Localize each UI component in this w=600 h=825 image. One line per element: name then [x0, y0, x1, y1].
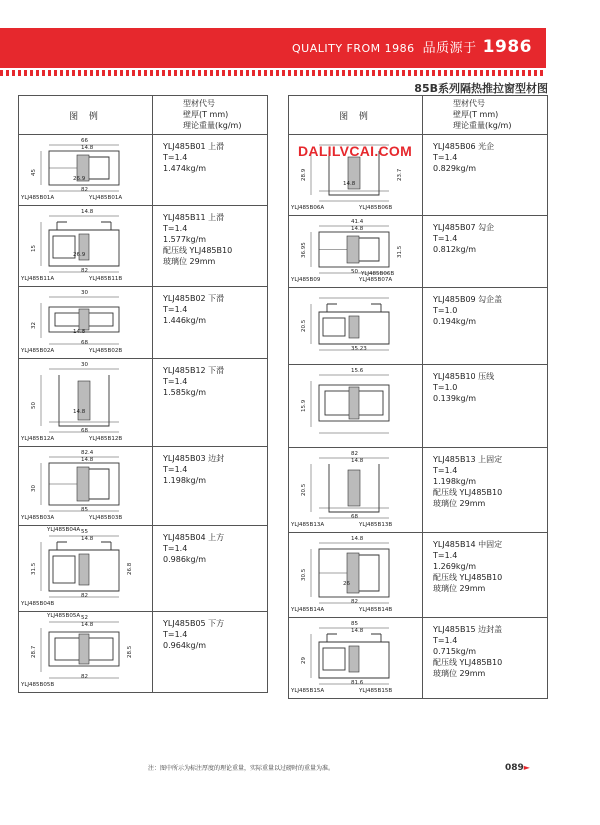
profile-spec: T=1.4 [163, 465, 188, 474]
dimension-label-bot: 82 [81, 187, 88, 193]
dimension-label-top: 41.4 [351, 219, 364, 225]
dimension-label-l1: YLJ485B02A [21, 348, 55, 354]
dimension-label-l1: YLJ485B01A [21, 195, 55, 201]
profile-code: YLJ485B10 压线 [433, 372, 495, 381]
dimension-label-top: 82 [351, 451, 358, 457]
col-figure-header: 图 例 [289, 96, 423, 135]
profile-spec: 配压线 YLJ485B10 [433, 488, 503, 497]
profile-figure-cell [289, 448, 423, 533]
dimension-label-bot: 82 [81, 593, 88, 599]
profile-spec: 0.715kg/m [433, 647, 477, 656]
profile-code: YLJ485B05 下方 [163, 619, 225, 628]
dimension-label-top2: 14.8 [351, 226, 364, 232]
dimension-label-topl: YLJ485B05A [47, 613, 81, 619]
profile-spec: 1.474kg/m [163, 164, 207, 173]
profile-spec: T=1.4 [163, 224, 188, 233]
dimension-label-top: 66 [81, 138, 88, 144]
col-info-header [153, 96, 268, 135]
dimension-label-top2: 14.8 [81, 536, 94, 542]
profile-row [289, 618, 548, 699]
dimension-label-topl: YLJ485B04A [47, 527, 81, 533]
dimension-label-bot: 68 [81, 428, 88, 434]
profile-row [289, 365, 548, 448]
profile-code: YLJ485B11 上滑 [163, 213, 225, 222]
profile-spec: 1.446kg/m [163, 316, 207, 325]
dimension-label-top: 14.8 [81, 209, 94, 215]
profile-spec: T=1.4 [163, 377, 188, 386]
profile-spec: 玻璃位 29mm [433, 669, 486, 678]
profile-info-cell [153, 612, 268, 693]
dimension-label-top2: 14.8 [81, 145, 94, 151]
page-number-value: 089 [505, 763, 524, 773]
profile-figure-cell [289, 533, 423, 618]
profile-spec: 0.829kg/m [433, 164, 477, 173]
banner-text [292, 37, 532, 57]
dimension-label-side: 36.95 [301, 241, 307, 258]
header-code: 型材代号 [183, 99, 215, 108]
dimension-label-top: 55 [81, 529, 88, 535]
dimension-label-mid: 26 [343, 581, 350, 587]
page-number [505, 763, 530, 773]
dimension-label-mid: 14.8 [73, 328, 86, 335]
dimension-label-top2: 14.8 [351, 628, 364, 634]
dimension-label-l1: YLJ485B14A [291, 607, 325, 613]
dimension-label-mid: 14.8 [343, 181, 356, 187]
document-title: 85B系列隔热推拉窗型材图 [414, 82, 548, 95]
header-thickness: 壁厚(T mm) [453, 110, 499, 119]
profile-code: YLJ485B12 下滑 [163, 366, 225, 375]
dimension-label-side: 28.7 [31, 645, 37, 658]
profile-spec: 玻璃位 29mm [433, 584, 486, 593]
profile-row [289, 288, 548, 365]
header-weight: 理论重量(kg/m) [453, 121, 512, 130]
profile-row [289, 533, 548, 618]
dimension-label-side: 20.5 [301, 319, 307, 332]
dimension-label-l2: YLJ485B07A [359, 277, 393, 283]
banner-year: 1986 [482, 37, 532, 57]
profile-code: YLJ485B15 边封盖 [433, 625, 503, 634]
dimension-label-side: 31.5 [31, 562, 37, 575]
profile-code: YLJ485B14 中固定 [433, 540, 503, 549]
dimension-label-l1: YLJ485B05B [21, 682, 55, 688]
profile-figure-cell [19, 135, 153, 206]
dimension-label-side: 45 [31, 169, 37, 176]
dimension-label-l1: YLJ485B04B [21, 601, 55, 607]
profile-info-cell [153, 526, 268, 612]
profile-spec: 0.139kg/m [433, 394, 477, 403]
dimension-label-mid: 14.8 [73, 408, 86, 415]
profile-spec: T=1.4 [433, 551, 458, 560]
dimension-label-side: 15.9 [301, 399, 307, 412]
dimension-label-l2: YLJ485B02B [89, 348, 123, 354]
profile-row [19, 287, 268, 359]
profile-figure-cell [19, 612, 153, 693]
dimension-label-side2: 23.7 [397, 168, 403, 181]
profile-row [289, 448, 548, 533]
dimension-label-l2: YLJ485B15B [359, 688, 393, 694]
profile-row [19, 206, 268, 287]
dimension-label-l1: YLJ485B12A [21, 436, 55, 442]
profile-drawing [19, 206, 152, 286]
dimension-label-top: 30 [81, 290, 88, 296]
profile-spec: 1.198kg/m [433, 477, 477, 486]
dimension-label-top: 85 [351, 621, 358, 627]
col-info-header [423, 96, 548, 135]
profile-info-cell [153, 359, 268, 447]
dimension-label-top2: 14.8 [351, 458, 364, 464]
table-header [289, 96, 548, 135]
profile-info-cell [423, 216, 548, 288]
dimension-label-top: 14.8 [351, 536, 364, 542]
profile-info-cell [153, 287, 268, 359]
banner-english: QUALITY FROM 1986 [292, 42, 415, 55]
profile-spec: T=1.4 [433, 153, 458, 162]
profile-figure-cell [289, 365, 423, 448]
header-code: 型材代号 [453, 99, 485, 108]
profile-figure-cell [289, 216, 423, 288]
profile-figure-cell [19, 206, 153, 287]
dimension-label-top2: 14.8 [81, 622, 94, 628]
profile-spec: T=1.4 [433, 234, 458, 243]
dimension-label-side2: 28.5 [127, 645, 133, 658]
profile-spec: 1.585kg/m [163, 388, 207, 397]
profile-code: YLJ485B02 下滑 [163, 294, 225, 303]
dimension-label-top2: 14.8 [81, 457, 94, 463]
profile-figure-cell [289, 618, 423, 699]
site-watermark: DALILVCAI.COM [298, 143, 413, 159]
profile-spec: T=1.4 [163, 544, 188, 553]
dimension-label-side: 15 [31, 245, 37, 252]
profile-code: YLJ485B06 光企 [433, 142, 495, 151]
profile-spec: 0.964kg/m [163, 641, 207, 650]
catalog-table-right [288, 95, 548, 699]
dimension-label-side: 30.5 [301, 568, 307, 581]
dimension-label-top: 82.4 [81, 450, 94, 456]
profile-row [19, 526, 268, 612]
profile-info-cell [423, 365, 548, 448]
dimension-label-l2: YLJ485B06B [359, 205, 393, 211]
header-thickness: 壁厚(T mm) [183, 110, 229, 119]
dimension-label-l2: YLJ485B11B [89, 276, 123, 282]
profile-info-cell [153, 447, 268, 526]
profile-spec: T=1.4 [163, 305, 188, 314]
dimension-label-bot: 81.6 [351, 680, 364, 686]
profile-row [19, 135, 268, 206]
profile-code: YLJ485B07 勾企 [433, 223, 495, 232]
profile-spec: 配压线 YLJ485B10 [433, 658, 503, 667]
table-header [19, 96, 268, 135]
profile-spec: T=1.4 [433, 466, 458, 475]
profile-figure-cell [19, 287, 153, 359]
dimension-label-side: 20.5 [301, 483, 307, 496]
dimension-label-l1: YLJ485B03A [21, 515, 55, 521]
profile-info-cell [423, 135, 548, 216]
profile-info-cell [423, 288, 548, 365]
profile-figure-cell [19, 359, 153, 447]
profile-code: YLJ485B01 上滑 [163, 142, 225, 151]
profile-figure-cell [19, 447, 153, 526]
dimension-label-bot: 82 [81, 674, 88, 680]
dimension-label-side: 28.9 [301, 168, 307, 181]
profile-figure-cell [19, 526, 153, 612]
dimension-label-l1: YLJ485B11A [21, 276, 55, 282]
dimension-label-side: 30 [31, 485, 37, 492]
profile-spec: 玻璃位 29mm [163, 257, 216, 266]
dimension-label-bot: 35.23 [351, 346, 367, 352]
dimension-label-bot: 82 [81, 268, 88, 274]
dimension-label-l2: YLJ485B12B [89, 436, 123, 442]
profile-figure-cell [289, 288, 423, 365]
profile-spec: T=1.4 [163, 630, 188, 639]
dimension-label-bot: 50 [351, 269, 358, 275]
profile-spec: 配压线 YLJ485B10 [163, 246, 233, 255]
profile-code: YLJ485B13 上固定 [433, 455, 503, 464]
dimension-label-bot: 68 [81, 340, 88, 346]
header-weight: 理论重量(kg/m) [183, 121, 242, 130]
col-figure-header: 图 例 [19, 96, 153, 135]
catalog-table-left [18, 95, 268, 693]
profile-spec: T=1.0 [433, 383, 458, 392]
dimension-label-side: 32 [31, 321, 37, 329]
dimension-label-l3: YLJ485B06B [361, 271, 395, 277]
dimension-label-side: 29 [301, 657, 307, 664]
profile-info-cell [153, 135, 268, 206]
dimension-label-bot: 68 [351, 514, 358, 520]
profile-code: YLJ485B04 上方 [163, 533, 225, 542]
profile-spec: 1.269kg/m [433, 562, 477, 571]
dimension-label-top: 52 [81, 615, 88, 621]
profile-spec: T=1.4 [433, 636, 458, 645]
banner-chinese: 品质源于 [422, 41, 477, 56]
profile-info-cell [423, 618, 548, 699]
profile-code: YLJ485B03 边封 [163, 454, 225, 463]
dimension-label-bot: 85 [81, 507, 88, 513]
dimension-label-l2: YLJ485B13B [359, 522, 393, 528]
arrow-icon: ► [523, 763, 530, 772]
profile-spec: 0.194kg/m [433, 317, 477, 326]
profile-spec: 玻璃位 29mm [433, 499, 486, 508]
dimension-label-top: 30 [81, 362, 88, 368]
dimension-label-top: 15.6 [351, 368, 364, 374]
profile-code: YLJ485B09 勾企盖 [433, 295, 503, 304]
profile-info-cell [153, 206, 268, 287]
profile-row [19, 447, 268, 526]
dimension-label-side2: 31.5 [397, 245, 403, 258]
profile-spec: 0.986kg/m [163, 555, 207, 564]
dimension-label-side: 50 [31, 401, 37, 409]
profile-spec: 1.577kg/m [163, 235, 207, 244]
dimension-label-mid: 26.9 [73, 176, 86, 182]
dotted-stripe [0, 70, 546, 76]
dimension-label-side2: 26.8 [127, 562, 133, 575]
dimension-label-l1: YLJ485B09 [291, 277, 321, 283]
dimension-label-l1: YLJ485B15A [291, 688, 325, 694]
profile-spec: T=1.4 [163, 153, 188, 162]
dimension-label-l2: YLJ485B03B [89, 515, 123, 521]
profile-info-cell [423, 533, 548, 618]
profile-spec: 0.812kg/m [433, 245, 477, 254]
dimension-label-bot: 82 [351, 599, 358, 605]
footnote: 注：图中所示为标注厚度的理论重量，实际重量以过磅时的重量为准。 [148, 765, 335, 772]
profile-spec: 1.198kg/m [163, 476, 207, 485]
profile-spec: 配压线 YLJ485B10 [433, 573, 503, 582]
dimension-label-l2: YLJ485B14B [359, 607, 393, 613]
profile-spec: T=1.0 [433, 306, 458, 315]
dimension-label-l1: YLJ485B06A [291, 205, 325, 211]
header-banner [0, 28, 546, 68]
profile-drawing [289, 288, 422, 364]
profile-row [19, 359, 268, 447]
dimension-label-l2: YLJ485B01A [89, 195, 123, 201]
profile-row [289, 216, 548, 288]
profile-row [19, 612, 268, 693]
dimension-label-l1: YLJ485B13A [291, 522, 325, 528]
dimension-label-mid: 26.9 [73, 252, 86, 258]
profile-info-cell [423, 448, 548, 533]
profile-drawing [289, 365, 422, 447]
